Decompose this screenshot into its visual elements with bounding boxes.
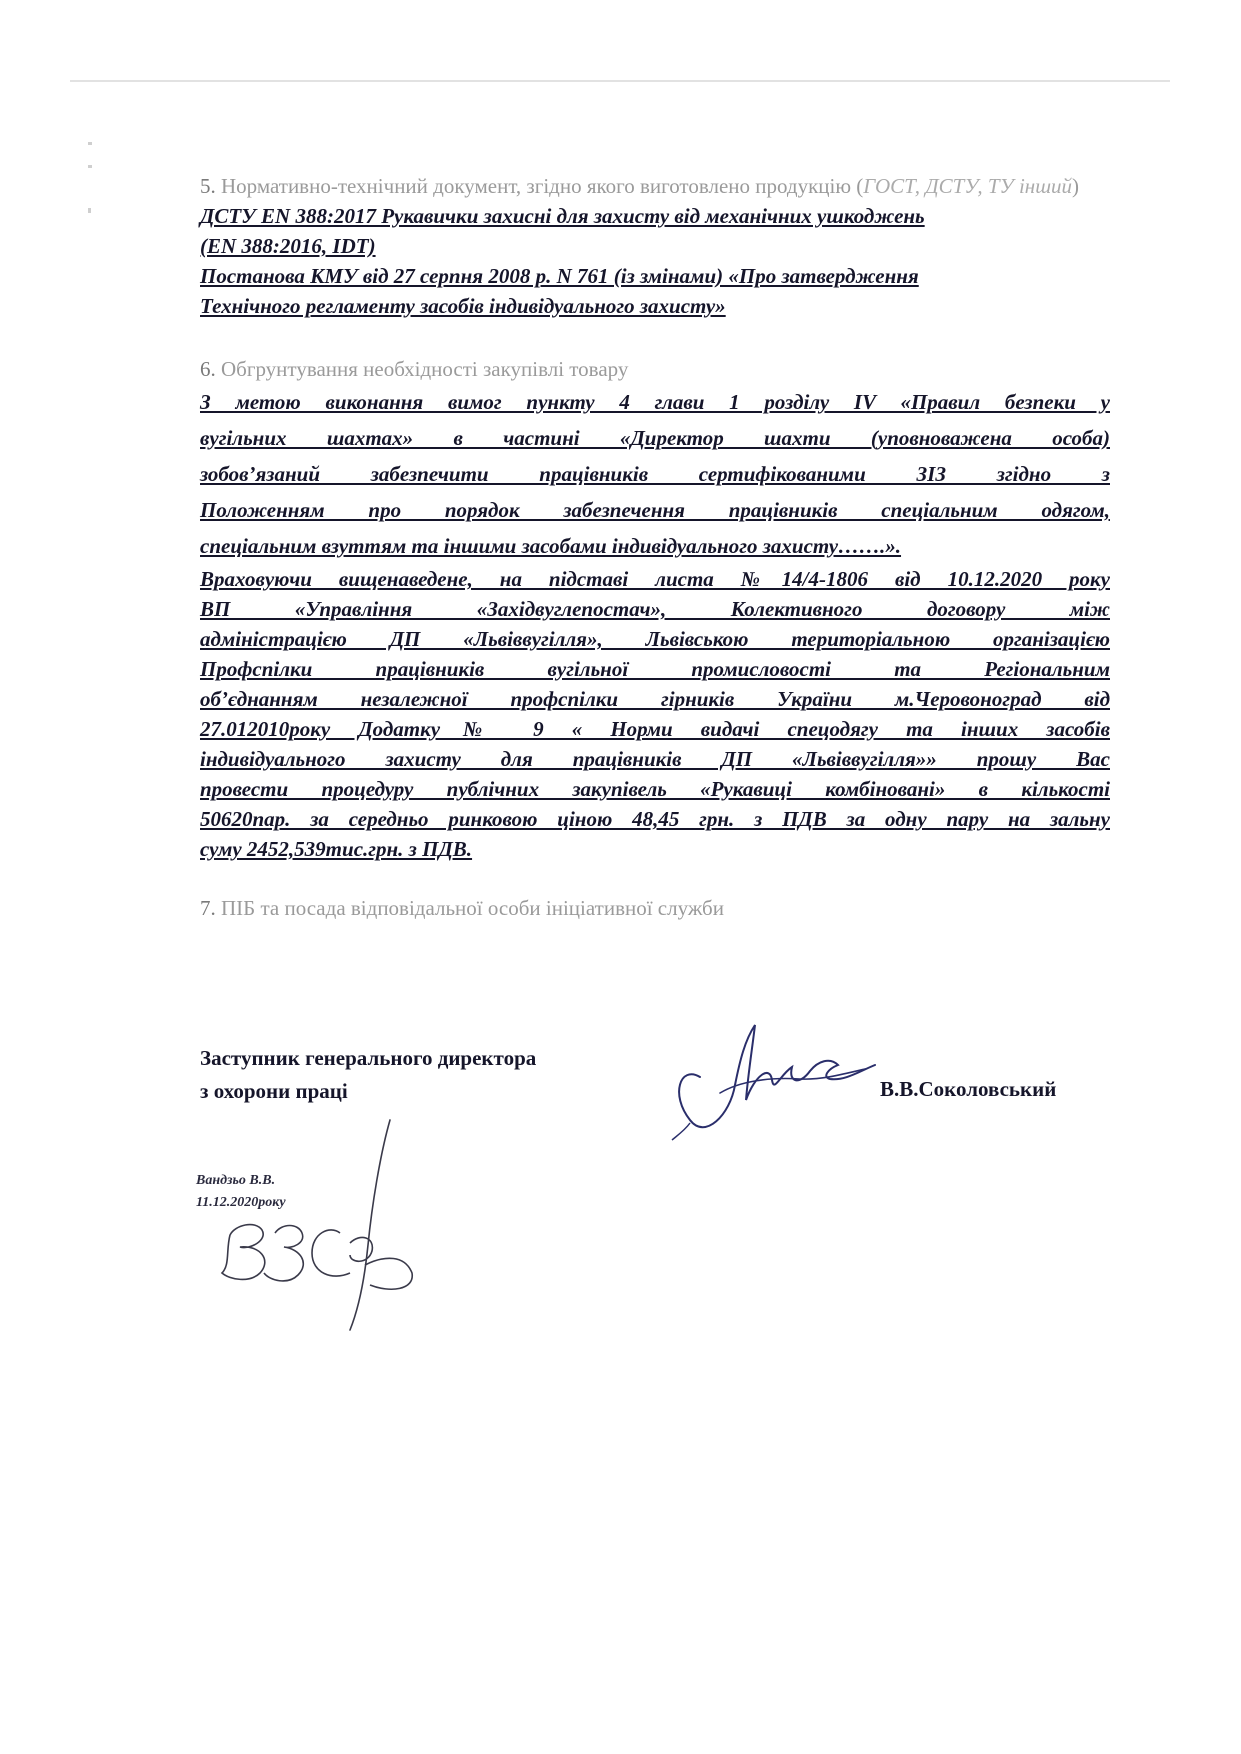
justification-line: Положенням про порядок забезпечення працівників спеціальним одягом, xyxy=(200,498,1110,522)
section-5-close: ) xyxy=(1072,174,1080,198)
section-5-label: Нормативно-технічний документ, згідно якого виготовлено продукцію ( xyxy=(221,174,864,198)
section-6-heading xyxy=(200,355,1110,384)
handwritten-signature xyxy=(660,1005,890,1145)
document-body xyxy=(200,172,1110,923)
justification-line: вугільних шахтах» в частині «Директор шахти (уповноважена особа) xyxy=(200,426,1110,450)
initials-signature xyxy=(200,1115,440,1340)
section-7-label: ПІБ та посада відповідальної особи ініціативної служби xyxy=(221,896,724,920)
prepared-by-date: 11.12.2020року xyxy=(196,1195,286,1210)
request-line: 50620пар. за середньо ринковою ціною 48,45 грн. з ПДВ за одну пару на зальну xyxy=(200,807,1110,831)
page-top-rule xyxy=(70,80,1170,82)
section-5-hint: ГОСТ, ДСТУ, ТУ інший xyxy=(863,174,1073,198)
request-line: об’єднанням незалежної профспілки гірників України м.Черовоноград від xyxy=(200,687,1110,711)
section-7-number: 7. xyxy=(200,896,216,920)
request-line: 27.012010року Додатку№ 9 « Норми видачі спецодягу та інших засобів xyxy=(200,717,1110,741)
section-5-content xyxy=(200,201,1110,321)
request-line: провести процедуру публічних закупівель «Рукавиці комбіновані» в кількості xyxy=(200,777,1110,801)
signatory-title-line: з охорони праці xyxy=(200,1079,348,1103)
margin-mark xyxy=(88,208,91,213)
request-line: адміністрацією ДП «Львіввугілля», Львівською територіальною організацією xyxy=(200,627,1110,651)
prepared-by-name: Вандзьо В.В. xyxy=(196,1173,276,1188)
prepared-by xyxy=(196,1170,286,1214)
request-line: суму 2452,539тис.грн. з ПДВ. xyxy=(200,837,473,861)
request-line: Профспілки працівників вугільної промисловості та Регіональним xyxy=(200,657,1110,681)
signatory-name: В.В.Соколовський xyxy=(880,1077,1057,1101)
request-line: ВП «Управління «Західвуглепостач», Колективного договору між xyxy=(200,597,1110,621)
standard-line: (EN 388:2016, IDT) xyxy=(200,234,376,258)
justification-line: спеціальним взуттям та іншими засобами індивідуального захисту…….». xyxy=(200,534,902,558)
regulation-line: Постанова КМУ від 27 серпня 2008 р. N 761 (із змінами) «Про затвердження xyxy=(200,264,919,288)
margin-mark xyxy=(88,142,92,145)
signatory-title xyxy=(200,1042,536,1108)
section-6-content xyxy=(200,384,1110,864)
margin-mark xyxy=(88,165,92,168)
section-7-heading xyxy=(200,894,1110,923)
request-line: індивідуального захисту для працівників ДП «Львіввугілля»» прошу Вас xyxy=(200,747,1110,771)
request-line: Враховуючи вищенаведене, на підставі листа №14/4-1806 від 10.12.2020 року xyxy=(200,567,1110,591)
section-6-label: Обгрунтування необхідності закупівлі товару xyxy=(221,357,629,381)
section-5-number: 5. xyxy=(200,174,216,198)
standard-line: ДСТУ EN 388:2017 Рукавички захисні для захисту від механічних ушкоджень xyxy=(200,204,925,228)
justification-line: зобов’язаний забезпечити працівників сертифікованими ЗІЗ згідно з xyxy=(200,462,1110,486)
signatory-title-line: Заступник генерального директора xyxy=(200,1046,537,1070)
regulation-line: Технічного регламенту засобів індивідуального захисту» xyxy=(200,294,726,318)
section-5-heading xyxy=(200,172,1110,201)
justification-line: З метою виконання вимог пункту 4 глави 1 розділу IV «Правил безпеки у xyxy=(200,390,1110,414)
section-6-number: 6. xyxy=(200,357,216,381)
